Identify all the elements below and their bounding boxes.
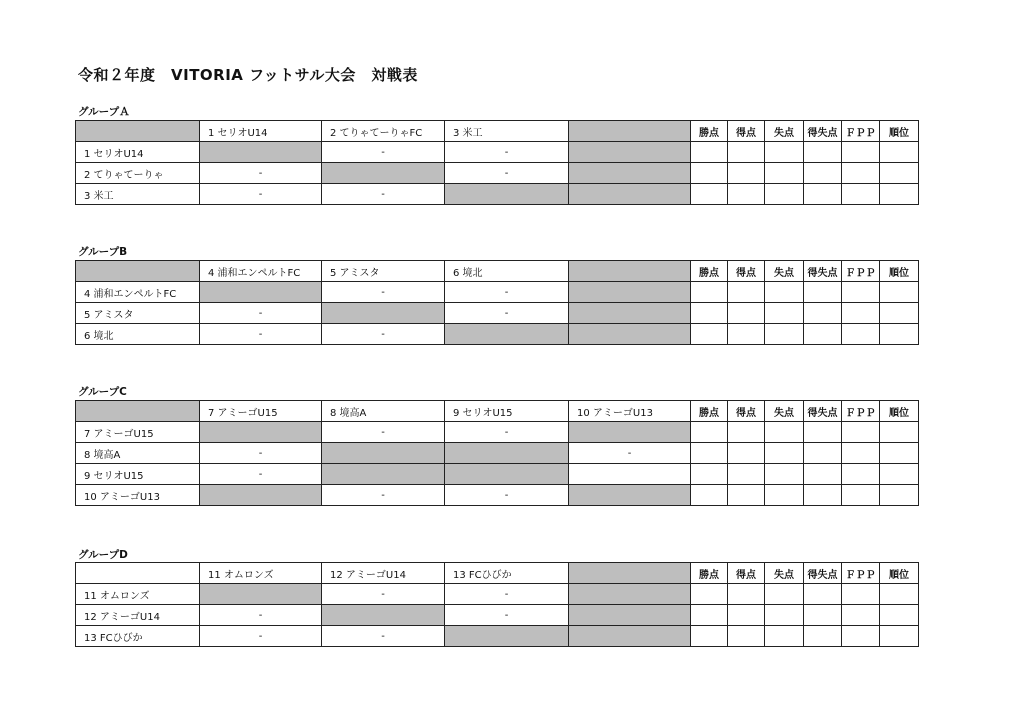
stat-cell[interactable] [804, 303, 842, 324]
team-name: 2 てりゃてーりゃ [76, 163, 200, 184]
stat-cell[interactable] [842, 184, 880, 205]
stat-cell[interactable] [728, 584, 765, 605]
stat-cell[interactable] [804, 422, 842, 443]
stat-cell[interactable] [728, 184, 765, 205]
stat-cell[interactable] [804, 443, 842, 464]
stat-cell[interactable] [691, 443, 728, 464]
table-row [76, 464, 919, 485]
team-header: 8 境高A [322, 401, 445, 422]
stat-cell[interactable] [691, 584, 728, 605]
stat-cell[interactable] [765, 324, 804, 345]
stat-cell[interactable] [804, 142, 842, 163]
result-cell[interactable] [200, 584, 322, 605]
stat-cell[interactable] [880, 324, 919, 345]
team-name: 8 境高A [76, 443, 200, 464]
stat-cell[interactable] [880, 282, 919, 303]
stat-header-points: 勝点 [691, 401, 728, 422]
stat-cell[interactable] [804, 282, 842, 303]
stat-cell[interactable] [691, 142, 728, 163]
stat-header-rank: 順位 [880, 401, 919, 422]
result-cell[interactable]: - [200, 443, 322, 464]
stat-cell[interactable] [728, 163, 765, 184]
team-name: 5 アミスタ [76, 303, 200, 324]
stat-cell[interactable] [728, 422, 765, 443]
result-cell[interactable] [322, 443, 445, 464]
stat-cell[interactable] [842, 282, 880, 303]
team-header: 7 アミーゴU15 [200, 401, 322, 422]
result-cell[interactable]: - [200, 184, 322, 205]
result-cell[interactable] [569, 485, 691, 506]
team-header: 11 オムロンズ [200, 563, 322, 584]
stat-cell[interactable] [880, 142, 919, 163]
table-row [76, 142, 919, 163]
result-cell[interactable] [445, 324, 569, 345]
result-cell [569, 142, 691, 163]
result-cell [569, 605, 691, 626]
result-cell[interactable] [445, 443, 569, 464]
stat-header-rank: 順位 [880, 261, 919, 282]
stat-header-goals-against: 失点 [765, 401, 804, 422]
result-cell[interactable]: - [445, 163, 569, 184]
stat-cell[interactable] [691, 605, 728, 626]
stat-cell[interactable] [728, 605, 765, 626]
stat-cell[interactable] [880, 303, 919, 324]
result-cell[interactable]: - [322, 485, 445, 506]
result-cell[interactable] [569, 422, 691, 443]
stat-cell[interactable] [880, 422, 919, 443]
corner-cell [76, 261, 200, 282]
table-row [76, 163, 919, 184]
corner-cell [76, 401, 200, 422]
stat-cell[interactable] [765, 184, 804, 205]
stat-cell[interactable] [765, 422, 804, 443]
table-row [76, 584, 919, 605]
stat-header-points: 勝点 [691, 121, 728, 142]
result-cell[interactable]: - [200, 626, 322, 647]
stat-cell[interactable] [842, 303, 880, 324]
table-row [76, 485, 919, 506]
group-table-d [75, 562, 919, 647]
result-cell[interactable] [200, 485, 322, 506]
stat-cell[interactable] [728, 324, 765, 345]
stat-cell[interactable] [804, 584, 842, 605]
result-cell[interactable]: - [322, 282, 445, 303]
stat-header-fpp: ＦＰＰ [842, 121, 880, 142]
stat-cell[interactable] [880, 485, 919, 506]
stat-cell[interactable] [804, 464, 842, 485]
stat-cell[interactable] [728, 282, 765, 303]
stat-cell[interactable] [804, 324, 842, 345]
team-header: 5 アミスタ [322, 261, 445, 282]
group-label-c: グループC [78, 386, 127, 398]
result-cell[interactable]: - [322, 422, 445, 443]
team-header: 6 境北 [445, 261, 569, 282]
header-row [76, 121, 919, 142]
stat-header-fpp: ＦＰＰ [842, 261, 880, 282]
table-row [76, 282, 919, 303]
stat-cell[interactable] [880, 626, 919, 647]
stat-cell[interactable] [842, 163, 880, 184]
stat-cell[interactable] [691, 282, 728, 303]
table-row [76, 443, 919, 464]
group-table-a [75, 120, 919, 205]
stat-header-goals-for: 得点 [728, 563, 765, 584]
result-cell[interactable]: - [445, 422, 569, 443]
result-cell[interactable]: - [200, 605, 322, 626]
stat-cell[interactable] [842, 626, 880, 647]
result-cell[interactable] [445, 464, 569, 485]
team-name: 13 FCひびか [76, 626, 200, 647]
stat-cell[interactable] [728, 485, 765, 506]
stat-cell[interactable] [765, 282, 804, 303]
stat-cell[interactable] [765, 303, 804, 324]
stat-cell[interactable] [691, 485, 728, 506]
result-cell[interactable]: - [445, 282, 569, 303]
stat-cell[interactable] [765, 626, 804, 647]
result-cell [569, 324, 691, 345]
result-cell[interactable] [445, 184, 569, 205]
result-cell[interactable]: - [445, 584, 569, 605]
stat-cell[interactable] [728, 303, 765, 324]
team-header [569, 261, 691, 282]
group-label-b: グループB [78, 246, 128, 258]
result-cell[interactable]: - [322, 626, 445, 647]
result-cell[interactable] [322, 163, 445, 184]
stat-cell[interactable] [765, 485, 804, 506]
result-cell[interactable]: - [322, 184, 445, 205]
table-row [76, 184, 919, 205]
result-cell [569, 584, 691, 605]
stat-header-goal-diff: 得失点 [804, 261, 842, 282]
result-cell[interactable]: - [322, 142, 445, 163]
team-name: 7 アミーゴU15 [76, 422, 200, 443]
stat-cell[interactable] [880, 443, 919, 464]
stat-cell[interactable] [691, 184, 728, 205]
stat-cell[interactable] [842, 142, 880, 163]
result-cell [569, 303, 691, 324]
stat-cell[interactable] [765, 464, 804, 485]
result-cell [569, 184, 691, 205]
stat-cell[interactable] [691, 324, 728, 345]
stat-cell[interactable] [691, 422, 728, 443]
stat-header-goals-against: 失点 [765, 121, 804, 142]
stat-cell[interactable] [842, 464, 880, 485]
team-header: 12 アミーゴU14 [322, 563, 445, 584]
result-cell [569, 282, 691, 303]
table-row [76, 605, 919, 626]
team-header [569, 563, 691, 584]
result-cell[interactable]: - [569, 443, 691, 464]
stat-cell[interactable] [842, 605, 880, 626]
group-table-b [75, 260, 919, 345]
result-cell[interactable]: - [200, 163, 322, 184]
stat-header-goals-for: 得点 [728, 401, 765, 422]
stat-cell[interactable] [691, 163, 728, 184]
stat-header-goal-diff: 得失点 [804, 563, 842, 584]
result-cell[interactable]: - [322, 584, 445, 605]
result-cell[interactable]: - [200, 324, 322, 345]
page-title: 令和２年度 VITORIA フットサル大会 対戦表 [78, 66, 418, 84]
result-cell[interactable] [322, 303, 445, 324]
team-name: 11 オムロンズ [76, 584, 200, 605]
stat-header-goal-diff: 得失点 [804, 401, 842, 422]
stat-cell[interactable] [842, 443, 880, 464]
stat-cell[interactable] [880, 584, 919, 605]
stat-header-points: 勝点 [691, 261, 728, 282]
result-cell[interactable] [200, 142, 322, 163]
team-header: 9 セリオU15 [445, 401, 569, 422]
stat-cell[interactable] [765, 605, 804, 626]
team-name: 4 浦和エンペルトFC [76, 282, 200, 303]
stat-header-rank: 順位 [880, 121, 919, 142]
stat-cell[interactable] [842, 324, 880, 345]
stat-cell[interactable] [765, 584, 804, 605]
table-row [76, 324, 919, 345]
group-label-a: グループＡ [78, 106, 130, 118]
stat-cell[interactable] [880, 605, 919, 626]
stat-header-goal-diff: 得失点 [804, 121, 842, 142]
group-label-d: グループD [78, 549, 128, 561]
team-name: 6 境北 [76, 324, 200, 345]
table-row [76, 626, 919, 647]
stat-cell[interactable] [804, 605, 842, 626]
header-row [76, 401, 919, 422]
result-cell[interactable]: - [322, 324, 445, 345]
header-row [76, 563, 919, 584]
stat-cell[interactable] [765, 142, 804, 163]
table-row [76, 303, 919, 324]
stat-cell[interactable] [691, 303, 728, 324]
result-cell[interactable] [322, 464, 445, 485]
stat-cell[interactable] [728, 626, 765, 647]
stat-cell[interactable] [804, 184, 842, 205]
stat-header-fpp: ＦＰＰ [842, 563, 880, 584]
result-cell[interactable] [445, 626, 569, 647]
team-header: 13 FCひびか [445, 563, 569, 584]
result-cell [569, 163, 691, 184]
result-cell[interactable]: - [445, 142, 569, 163]
team-header: 1 セリオU14 [200, 121, 322, 142]
group-table-c [75, 400, 919, 506]
team-header: 10 アミーゴU13 [569, 401, 691, 422]
result-cell[interactable]: - [445, 605, 569, 626]
stat-header-points: 勝点 [691, 563, 728, 584]
stat-cell[interactable] [804, 163, 842, 184]
corner-cell [76, 563, 200, 584]
stat-header-goals-for: 得点 [728, 261, 765, 282]
header-row [76, 261, 919, 282]
stat-cell[interactable] [728, 464, 765, 485]
result-cell[interactable]: - [445, 485, 569, 506]
stat-cell[interactable] [691, 626, 728, 647]
stat-cell[interactable] [842, 485, 880, 506]
stat-header-rank: 順位 [880, 563, 919, 584]
result-cell[interactable]: - [200, 464, 322, 485]
result-cell[interactable] [200, 282, 322, 303]
stat-cell[interactable] [728, 142, 765, 163]
result-cell[interactable]: - [200, 303, 322, 324]
stat-header-goals-against: 失点 [765, 563, 804, 584]
result-cell[interactable]: - [445, 303, 569, 324]
stat-header-goals-against: 失点 [765, 261, 804, 282]
stat-cell[interactable] [765, 163, 804, 184]
team-name: 3 米工 [76, 184, 200, 205]
stat-cell[interactable] [765, 443, 804, 464]
team-name: 12 アミーゴU14 [76, 605, 200, 626]
stat-cell[interactable] [842, 422, 880, 443]
team-header: 2 てりゃてーりゃFC [322, 121, 445, 142]
stat-cell[interactable] [880, 163, 919, 184]
team-name: 10 アミーゴU13 [76, 485, 200, 506]
stat-cell[interactable] [691, 464, 728, 485]
team-header: 4 浦和エンペルトFC [200, 261, 322, 282]
stat-cell[interactable] [880, 464, 919, 485]
team-name: 1 セリオU14 [76, 142, 200, 163]
result-cell[interactable] [322, 605, 445, 626]
stat-cell[interactable] [804, 626, 842, 647]
stat-header-goals-for: 得点 [728, 121, 765, 142]
stat-cell[interactable] [880, 184, 919, 205]
stat-cell[interactable] [728, 443, 765, 464]
result-cell [569, 626, 691, 647]
team-header: 3 米工 [445, 121, 569, 142]
stat-cell[interactable] [804, 485, 842, 506]
stat-cell[interactable] [842, 584, 880, 605]
team-name: 9 セリオU15 [76, 464, 200, 485]
result-cell[interactable] [569, 464, 691, 485]
result-cell[interactable] [200, 422, 322, 443]
team-header [569, 121, 691, 142]
corner-cell [76, 121, 200, 142]
stat-header-fpp: ＦＰＰ [842, 401, 880, 422]
table-row [76, 422, 919, 443]
